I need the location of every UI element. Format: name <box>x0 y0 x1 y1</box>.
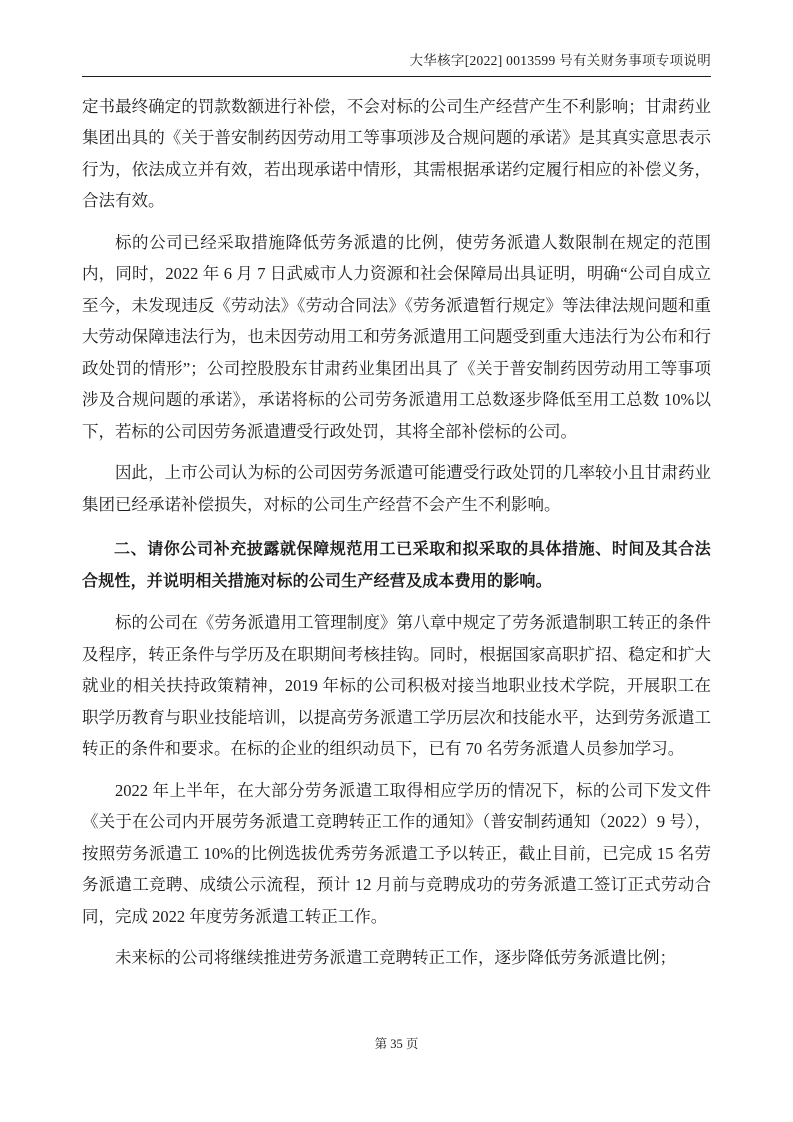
document-body <box>82 91 711 974</box>
page-header-title: 大华核字[2022] 0013599 号有关财务事项专项说明 <box>409 53 711 68</box>
body-paragraph: 未来标的公司将继续推进劳务派遣工竞聘转正工作，逐步降低劳务派遣比例； <box>115 948 676 968</box>
body-paragraph-continuation: 定书最终确定的罚款数额进行补偿，不会对标的公司生产经营产生不利影响；甘肃药业集团出具的《关于普安制药因劳动用工等事项涉及合规问题的承诺》是其真实意思表示行为，依法成立并有效，若出现承诺中情形，其需根据承诺约定履行相应的补偿义务，合法有效。 <box>82 96 711 211</box>
body-paragraph: 标的公司在《劳务派遣用工管理制度》第八章中规定了劳务派遣制职工转正的条件及程序，转正条件与学历及在职期间考核挂钩。同时，根据国家高职扩招、稳定和扩大就业的相关扶持政策精神，2019 年标的公司积极对接当地职业技术学院，开展职工在职学历教育与职业技能培训，以提高劳务派遣工学历层次和技能水平，达到劳务派遣工转正的条件和要求。在标的企业的组织动员下，已有 70 名劳务派遣人员参加学习。 <box>82 613 711 759</box>
page-header <box>82 0 711 77</box>
body-paragraph: 因此，上市公司认为标的公司因劳务派遣可能遭受行政处罚的几率较小且甘肃药业集团已经承诺补偿损失，对标的公司生产经营不会产生不利影响。 <box>82 463 711 514</box>
page-number-label: 第 35 页 <box>374 1037 419 1051</box>
body-paragraph: 标的公司已经采取措施降低劳务派遣的比例，使劳务派遣人数限制在规定的范围内，同时，2022 年 6 月 7 日武威市人力资源和社会保障局出具证明，明确“公司自成立至今，未发现违反《劳动法》《劳动合同法》《劳务派遣暂行规定》等法律法规问题和重大劳动保障违法行为，也未因劳动用工和劳务派遣用工问题受到重大违法行为公布和行政处罚的情形”；公司控股股东甘肃药业集团出具了《关于普安制药因劳动用工等事项涉及合规问题的承诺》，承诺将标的公司劳务派遣用工总数逐步降低至用工总数 10%以下，若标的公司因劳务派遣遭受行政处罚，其将全部补偿标的公司。 <box>82 232 711 441</box>
page-footer <box>0 1034 793 1052</box>
section-heading: 二、请你公司补充披露就保障规范用工已采取和拟采取的具体措施、时间及其合法合规性，并说明相关措施对标的公司生产经营及成本费用的影响。 <box>82 541 711 590</box>
body-paragraph: 2022 年上半年，在大部分劳务派遣工取得相应学历的情况下，标的公司下发文件《关于在公司内开展劳务派遣工竞聘转正工作的通知》（普安制药通知（2022）9 号），按照劳务派遣工 10%的比例选拔优秀劳务派遣工予以转正，截止目前，已完成 15 名劳务派遣工竞聘、成绩公示流程，预计 12 月前与竞聘成功的劳务派遣工签订正式劳动合同，完成 2022 年度劳务派遣工转正工作。 <box>82 780 711 926</box>
